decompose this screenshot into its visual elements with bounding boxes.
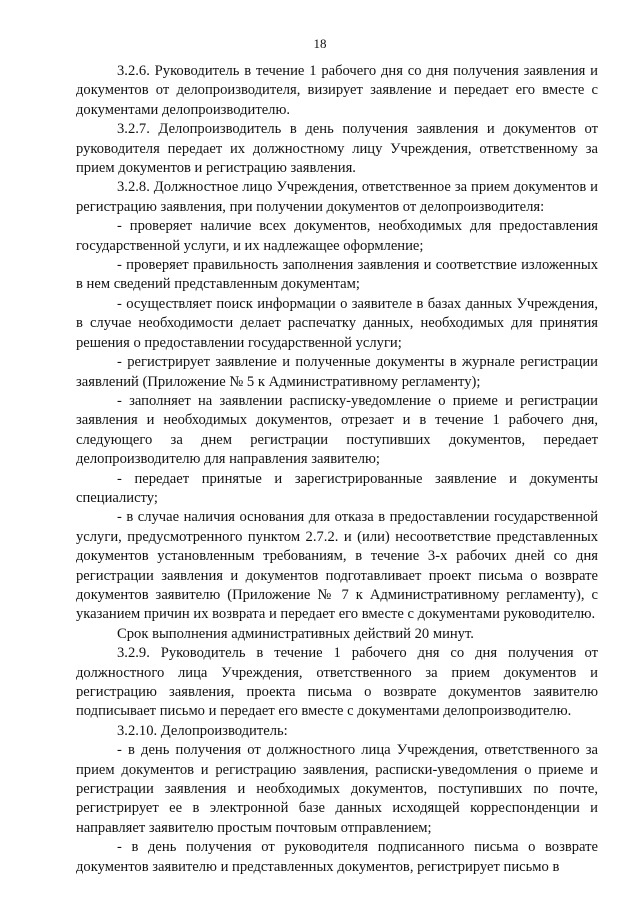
- list-item-fill-receipt: - заполняет на заявлении расписку-уведомление о приеме и регистрации заявления и необходимых документов, отрезает и в течение 1 рабочего дня, следующего за днем регистрации поступивших документов, передает делопроизводителю для направления заявителю;: [76, 392, 598, 468]
- document-body: [76, 62, 598, 877]
- list-item-refusal-letter: - в случае наличия основания для отказа в предоставлении государственной услуги, предусмотренного пунктом 2.7.2. и (или) несоответствие представленных документов установленным требованиям, в течение 3-х рабочих дней со дня регистрации заявления и документов подготавливает проект письма о возврате документов заявителю (Приложение № 7 к Административному регламенту), с указанием причин их возврата и передает его вместе с документами руководителю.: [76, 509, 598, 623]
- paragraph-3-2-10: 3.2.10. Делопроизводитель:: [117, 722, 288, 739]
- paragraph-3-2-9: 3.2.9. Руководитель в течение 1 рабочего дня со дня получения от должностного лица Учреждения, ответственного за прием документов и регистрацию заявления, проекта письма о возврате документов заявителю подписывает письмо и передает его вместе с документами делопроизводителю.: [76, 645, 598, 720]
- list-item-register-letter: - в день получения от руководителя подписанного письма о возврате документов заявителю и представленных документов, регистрирует письмо в: [76, 839, 598, 875]
- list-item-check-correctness: - проверяет правильность заполнения заявления и соответствие изложенных в нем сведений представленным документам;: [76, 257, 598, 293]
- paragraph-3-2-7: 3.2.7. Делопроизводитель в день получения заявления и документов от руководителя передает их должностному лицу Учреждения, ответственному за прием документов и регистрацию заявления.: [76, 121, 598, 177]
- page-number: 18: [313, 36, 327, 51]
- paragraph-3-2-6: 3.2.6. Руководитель в течение 1 рабочего дня со дня получения заявления и документов от делопроизводителя, визирует заявление и передает его вместе с документами делопроизводителю.: [76, 63, 598, 118]
- paragraph-deadline: Срок выполнения административных действий 20 минут.: [117, 625, 474, 642]
- list-item-search-info: - осуществляет поиск информации о заявителе в базах данных Учреждения, в случае необходимости делает распечатку данных, необходимых для принятия решения о предоставлении государственной услуги;: [76, 295, 598, 351]
- paragraph-3-2-8: 3.2.8. Должностное лицо Учреждения, ответственное за прием документов и регистрацию заявления, при получении документов от делопроизводителя:: [76, 179, 598, 215]
- list-item-register-receipt: - в день получения от должностного лица Учреждения, ответственного за прием документов и регистрацию заявления, расписки-уведомления о приеме и регистрации заявления и необходимых документов, поступивших по почте, регистрирует ее в электронной базе данных исходящей корреспонденции и направляет заявителю простым почтовым отправлением;: [76, 742, 598, 836]
- list-item-transfer-to-specialist: - передает принятые и зарегистрированные заявление и документы специалисту;: [76, 470, 598, 506]
- list-item-check-documents: - проверяет наличие всех документов, необходимых для предоставления государственной услуги, и их надлежащее оформление;: [76, 218, 598, 254]
- list-item-register-application: - регистрирует заявление и полученные документы в журнале регистрации заявлений (Приложение № 5 к Административному регламенту);: [76, 354, 598, 390]
